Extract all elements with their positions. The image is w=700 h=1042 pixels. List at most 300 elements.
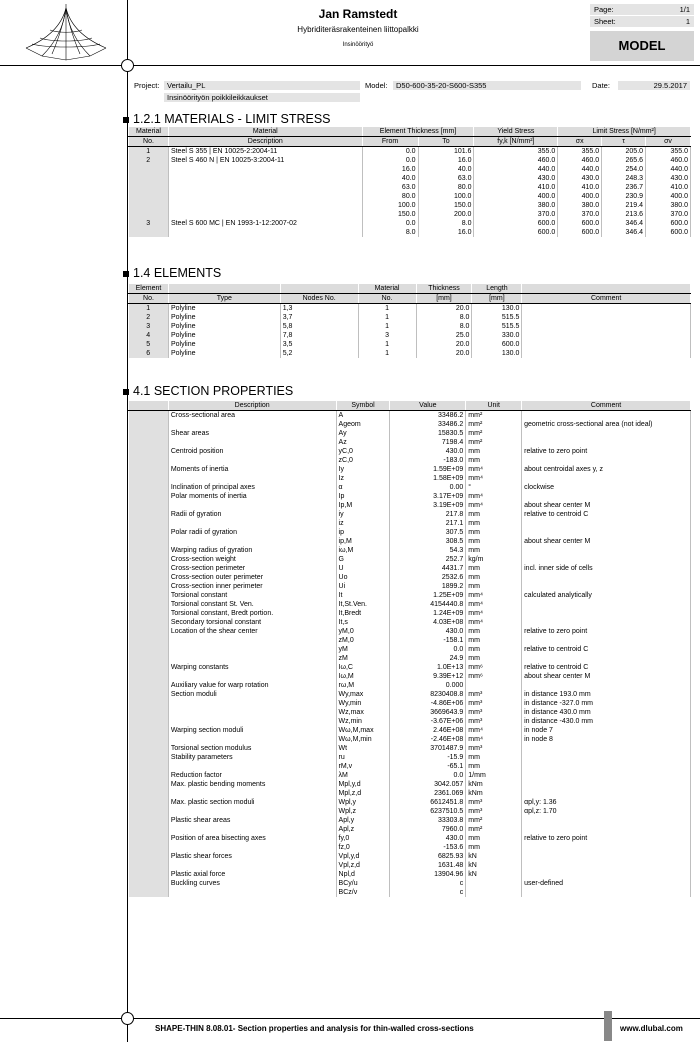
section-property-cell: Vpl,y,d (336, 852, 390, 861)
row-margin-cell (129, 699, 169, 708)
section-property-cell (522, 852, 691, 861)
material-row-cell: 430.0 (474, 174, 558, 183)
row-margin-cell (129, 537, 169, 546)
row-margin-cell (129, 654, 169, 663)
material-row-cell (129, 192, 169, 201)
element-row-cell: Polyline (168, 304, 280, 314)
section-property-cell: Wy,max (336, 690, 390, 699)
section-property-cell (466, 681, 522, 690)
section-property-row (129, 879, 691, 888)
hole-punch-top (121, 59, 134, 72)
section-property-cell: ip (336, 528, 390, 537)
row-margin-cell (129, 609, 169, 618)
material-row-cell: 2 (129, 156, 169, 165)
element-row-cell: 1 (358, 340, 416, 349)
section-property-cell: mm² (466, 429, 522, 438)
section-property-cell: ° (466, 483, 522, 492)
section-property-cell: Secondary torsional constant (168, 618, 336, 627)
section-property-cell: 307.5 (390, 528, 466, 537)
row-margin-cell (129, 708, 169, 717)
section-property-cell: kNm (466, 780, 522, 789)
section-property-cell: mm (466, 753, 522, 762)
section-property-cell: -15.9 (390, 753, 466, 762)
section-property-cell (522, 870, 691, 879)
row-margin-cell (129, 681, 169, 690)
material-row-cell (129, 228, 169, 237)
section-property-row (129, 564, 691, 573)
row-margin-cell (129, 744, 169, 753)
row-margin-cell (129, 582, 169, 591)
row-margin-cell (129, 501, 169, 510)
material-row-cell: 380.0 (558, 201, 602, 210)
section-property-cell: mm⁴ (466, 735, 522, 744)
section-property-cell (522, 681, 691, 690)
material-row-cell: 16.0 (418, 228, 474, 237)
section-property-cell: mm (466, 645, 522, 654)
section-property-cell: BCz/v (336, 888, 390, 897)
section-property-row (129, 861, 691, 870)
section-property-row (129, 654, 691, 663)
section-property-cell: Iy (336, 465, 390, 474)
row-margin-cell (129, 636, 169, 645)
material-row-cell: 410.0 (558, 183, 602, 192)
section-property-cell (168, 888, 336, 897)
material-row-cell: 0.0 (362, 147, 418, 157)
section-property-cell: 54.3 (390, 546, 466, 555)
section-property-row (129, 762, 691, 771)
row-margin-cell (129, 762, 169, 771)
section-property-cell: 1/mm (466, 771, 522, 780)
material-row-cell: 150.0 (362, 210, 418, 219)
section-property-cell (168, 699, 336, 708)
section-property-row (129, 510, 691, 519)
section-property-cell: Ip,M (336, 501, 390, 510)
section-property-cell (168, 645, 336, 654)
element-row-cell: 4 (129, 331, 169, 340)
section-property-cell: kN (466, 861, 522, 870)
section-property-cell (168, 501, 336, 510)
section-property-cell: ru (336, 753, 390, 762)
material-row-cell: 600.0 (646, 228, 691, 237)
section-property-cell: Cross-section weight (168, 555, 336, 564)
section-property-cell: in node 7 (522, 726, 691, 735)
section-property-cell: yM (336, 645, 390, 654)
section-property-cell: Mpl,y,d (336, 780, 390, 789)
section-property-cell: 1.24E+09 (390, 609, 466, 618)
hole-punch-bottom (121, 1012, 134, 1025)
material-row-cell: 101.6 (418, 147, 474, 157)
section-property-cell: -153.6 (390, 843, 466, 852)
elements-table: Element Material Thickness Length No. Type Nodes No. No. [mm] [mm] Comment 1 Polyline 1,3 1 20.0 130.0 2 Polyline 3,7 1 8.0 515.5 3 Polyline 5,8 1 8.0 515.5 4 Polyline 7,8 3 25.0 330.0 5 Polyline 3,5 1 20.0 600.0 6 Polyline 5,2 1 20.0 130.0 (128, 283, 691, 358)
section-property-row (129, 771, 691, 780)
element-row-cell: 515.5 (472, 313, 522, 322)
section-property-cell: 217.1 (390, 519, 466, 528)
section-property-cell: Wy,min (336, 699, 390, 708)
row-margin-cell (129, 528, 169, 537)
material-row-cell: 355.0 (646, 147, 691, 157)
section-property-cell: mm (466, 843, 522, 852)
section-property-row (129, 546, 691, 555)
section-property-row (129, 600, 691, 609)
section-property-cell: c (390, 888, 466, 897)
element-row-cell: 1 (358, 349, 416, 358)
section-property-cell: relative to centroid C (522, 645, 691, 654)
section-property-cell: 252.7 (390, 555, 466, 564)
element-row-cell: 6 (129, 349, 169, 358)
section-property-cell: fz,0 (336, 843, 390, 852)
section-property-row (129, 618, 691, 627)
section-property-row (129, 492, 691, 501)
element-row-cell: 20.0 (416, 340, 472, 349)
row-margin-cell (129, 798, 169, 807)
section-property-row (129, 573, 691, 582)
report-dept: Insinöörityö (342, 42, 374, 48)
material-row-cell: 400.0 (646, 192, 691, 201)
element-row (129, 331, 691, 340)
section-property-cell: relative to centroid C (522, 663, 691, 672)
element-row-cell: 1 (358, 304, 416, 314)
section-property-row (129, 672, 691, 681)
section-property-cell: Warping constants (168, 663, 336, 672)
section-property-cell: Ip (336, 492, 390, 501)
element-row-cell: 25.0 (416, 331, 472, 340)
material-row-cell: 410.0 (646, 183, 691, 192)
section-property-cell: Ay (336, 429, 390, 438)
section-property-row (129, 870, 691, 879)
element-comment-cell (522, 313, 691, 322)
section-property-cell (168, 762, 336, 771)
section-property-cell: It,St.Ven. (336, 600, 390, 609)
row-margin-cell (129, 573, 169, 582)
row-margin-cell (129, 834, 169, 843)
material-row-cell: 460.0 (558, 156, 602, 165)
material-row-cell: 219.4 (602, 201, 646, 210)
material-row-cell: 600.0 (558, 228, 602, 237)
section-property-row (129, 843, 691, 852)
section-property-cell (168, 708, 336, 717)
section-property-cell (522, 861, 691, 870)
material-row-cell: Steel S 460 N | EN 10025-3:2004-11 (168, 156, 362, 165)
material-row-cell: 380.0 (646, 201, 691, 210)
element-row-cell: Polyline (168, 331, 280, 340)
section-property-cell: αpl,y: 1.36 (522, 798, 691, 807)
section-property-cell (168, 456, 336, 465)
material-row-cell: 0.0 (362, 219, 418, 228)
section-property-cell: Iz (336, 474, 390, 483)
section-property-cell: Ageom (336, 420, 390, 429)
section-property-cell: 2361.069 (390, 789, 466, 798)
section-property-cell: Wpl,y (336, 798, 390, 807)
section-property-cell: mm³ (466, 708, 522, 717)
section-property-cell: 3669643.9 (390, 708, 466, 717)
section-property-row (129, 582, 691, 591)
section-property-cell (168, 825, 336, 834)
row-margin-cell (129, 519, 169, 528)
section-property-cell: Npl,d (336, 870, 390, 879)
element-row-cell: Polyline (168, 340, 280, 349)
section-property-cell: -3.67E+06 (390, 717, 466, 726)
material-row-cell: 8.0 (418, 219, 474, 228)
section-property-cell (168, 789, 336, 798)
section-property-cell (522, 771, 691, 780)
section-property-cell: mm² (466, 411, 522, 421)
material-row-cell (168, 174, 362, 183)
material-row-cell: Steel S 355 | EN 10025-2:2004-11 (168, 147, 362, 157)
section-property-cell: mm (466, 546, 522, 555)
material-row (129, 219, 691, 228)
material-row-cell: 460.0 (646, 156, 691, 165)
section-property-row (129, 735, 691, 744)
element-row (129, 322, 691, 331)
section-property-cell: 6612451.8 (390, 798, 466, 807)
material-row-cell: 100.0 (362, 201, 418, 210)
section-property-cell: -183.0 (390, 456, 466, 465)
author-name: Jan Ramstedt (318, 7, 398, 21)
section-property-cell: 33486.2 (390, 420, 466, 429)
material-row-cell: 400.0 (474, 192, 558, 201)
material-row (129, 174, 691, 183)
section-property-cell: mm⁴ (466, 492, 522, 501)
row-margin-cell (129, 483, 169, 492)
section-property-row (129, 690, 691, 699)
section-property-cell: -158.1 (390, 636, 466, 645)
element-row-cell: 7,8 (280, 331, 358, 340)
section-property-cell (168, 420, 336, 429)
material-row-cell: 100.0 (418, 192, 474, 201)
section-property-cell: Torsional constant St. Ven. (168, 600, 336, 609)
section-property-row (129, 519, 691, 528)
material-row-cell: 8.0 (362, 228, 418, 237)
element-row-cell: 3,5 (280, 340, 358, 349)
section-property-cell: 0.0 (390, 771, 466, 780)
material-row-cell (168, 183, 362, 192)
section-property-cell: 6237510.5 (390, 807, 466, 816)
section-property-cell (522, 528, 691, 537)
material-row-cell: 410.0 (474, 183, 558, 192)
section-property-cell: 4154440.8 (390, 600, 466, 609)
section-property-cell: kN (466, 852, 522, 861)
section-property-cell: Torsional section modulus (168, 744, 336, 753)
row-margin-cell (129, 564, 169, 573)
section-property-cell: mm (466, 519, 522, 528)
section-property-cell: mm⁴ (466, 600, 522, 609)
section-property-cell (522, 654, 691, 663)
section-property-cell: 24.9 (390, 654, 466, 663)
row-margin-cell (129, 771, 169, 780)
section-property-row (129, 438, 691, 447)
material-row-cell: 460.0 (474, 156, 558, 165)
section-property-cell (168, 843, 336, 852)
section-property-cell: 33303.8 (390, 816, 466, 825)
row-margin-cell (129, 825, 169, 834)
section-property-cell: Max. plastic section moduli (168, 798, 336, 807)
section-property-cell (168, 438, 336, 447)
material-row (129, 201, 691, 210)
row-margin-cell (129, 456, 169, 465)
section-property-cell (522, 456, 691, 465)
row-margin-cell (129, 645, 169, 654)
section-property-cell: mm⁴ (466, 501, 522, 510)
section-property-cell: iz (336, 519, 390, 528)
section-property-cell: 7960.0 (390, 825, 466, 834)
section-property-cell: calculated analytically (522, 591, 691, 600)
row-margin-cell (129, 411, 169, 421)
section-property-cell: mm (466, 834, 522, 843)
section-property-row (129, 609, 691, 618)
material-row-cell: 440.0 (558, 165, 602, 174)
section-property-cell (168, 735, 336, 744)
row-margin-cell (129, 474, 169, 483)
section-property-cell: It (336, 591, 390, 600)
material-row-cell: 370.0 (474, 210, 558, 219)
material-row-cell: 213.6 (602, 210, 646, 219)
section-property-cell: Cross-sectional area (168, 411, 336, 421)
material-row-cell (168, 201, 362, 210)
row-margin-cell (129, 555, 169, 564)
section-property-row (129, 726, 691, 735)
material-row-cell (168, 210, 362, 219)
section-property-cell: about shear center M (522, 537, 691, 546)
material-row-cell: 3 (129, 219, 169, 228)
section-property-cell: Auxiliary value for warp rotation (168, 681, 336, 690)
row-margin-cell (129, 510, 169, 519)
report-subtitle: Hybriditeräsrakenteinen liittopalkki (297, 25, 419, 34)
material-row-cell (129, 165, 169, 174)
section-property-row (129, 699, 691, 708)
material-row-cell (168, 228, 362, 237)
section-property-cell: -4.86E+06 (390, 699, 466, 708)
material-row-cell: 400.0 (558, 192, 602, 201)
section-property-cell: relative to zero point (522, 447, 691, 456)
section-property-cell (522, 636, 691, 645)
row-margin-cell (129, 420, 169, 429)
section-property-cell: -2.46E+08 (390, 735, 466, 744)
section-property-cell: iω,M (336, 546, 390, 555)
element-row-cell: 20.0 (416, 349, 472, 358)
project-value: Vertailu_PL (164, 81, 360, 90)
element-row-cell: 3,7 (280, 313, 358, 322)
element-row (129, 313, 691, 322)
section-property-cell: mm (466, 537, 522, 546)
section-property-cell: 3.19E+09 (390, 501, 466, 510)
section-property-cell (168, 474, 336, 483)
material-row-cell: 236.7 (602, 183, 646, 192)
element-comment-cell (522, 331, 691, 340)
material-row-cell: 265.6 (602, 156, 646, 165)
section-properties-table: Description Symbol Value Unit Comment Cross-sectional area A 33486.2 mm² Ageom 33486.2 mm² geometric cross-sectional area (not ideal) Shear areas Ay 15830.5 mm² Az 7198.4 mm² Centroid position yC,0 430.0 mm relative to zero point zC,0 -183.0 mm Moments of inertia Iy 1.59E+09 mm⁴ about centroidal axes y, z Iz 1.58E+09 mm⁴ Inclination of principal axes α 0.00 ° clockwise Polar moments of inertia Ip 3.17E+09 mm⁴ Ip,M 3.19E+09 mm⁴ about shear center M Radii of gyration iy 217.8 mm relative to centroid C iz 217.1 mm Polar radii of gyration ip 307.5 mm ip,M 308.5 mm about shear center M Warping radius of gyration iω,M 54.3 mm Cross-section weight G 252.7 kg/m Cross-section perimeter U 4431.7 mm incl. inner side of cells Cross-section outer perimeter Uo 2532.6 mm Cross-section inner perimeter Ui 1899.2 mm Torsional constant It 1.25E+09 mm⁴ calculated analytically Torsional constant St. Ven. It,St.Ven. 4154440.8 mm⁴ Torsional constant, Bredt portion. It,Bredt 1.24E+09 mm⁴ Secondary torsional constant It,s 4.03E+08 mm⁴ Location of the shear center yM,0 430.0 mm relative to zero point zM,0 -158.1 mm yM 0.0 mm relative to centroid C zM 24.9 mm Warping constants Iω,C 1.0E+13 mm⁶ relative to centroid C Iω,M 9.39E+12 mm⁶ about shear center M Auxiliary value for warp rotation rω,M 0.000 Section moduli Wy,max 8230408.8 mm³ in distance 193.0 mm Wy,min -4.86E+06 mm³ in distance -327.0 mm Wz,max 3669643.9 mm³ in distance 430.0 mm Wz,min -3.67E+06 mm³ in distance -430.0 mm Warping section moduli Wω,M,max 2.46E+08 mm⁴ in node 7 Wω,M,min -2.46E+08 mm⁴ in node 8 Torsional section modulus Wt 3701487.9 mm³ Stability parameters ru -15.9 mm rM,v -65.1 mm Reduction factor λM 0.0 1/mm Max. plastic bending moments Mpl,y,d 3042.057 kNm Mpl,z,d 2361.069 kNm Max. plastic section moduli Wpl,y 6612451.8 mm³ αpl,y: 1.36 Wpl,z 6237510.5 mm³ αpl,z: 1.70 Plastic shear areas Apl,y 33303.8 mm² Apl,z 7960.0 mm² Position of area bisecting axes fy,0 430.0 mm relative to zero point fz,0 -153.6 mm Plastic shear forces Vpl,y,d 6825.93 kN Vpl,z,d 1631.48 kN Plastic axial force Npl,d 13904.96 kN Buckling curves BCy/u c user-defined BCz/v c (128, 400, 691, 897)
row-margin-cell (129, 735, 169, 744)
section-property-cell: λM (336, 771, 390, 780)
material-row-cell: 63.0 (362, 183, 418, 192)
section-property-cell: 7198.4 (390, 438, 466, 447)
section-property-row (129, 753, 691, 762)
section-property-cell: Iω,M (336, 672, 390, 681)
section-property-cell: mm⁴ (466, 618, 522, 627)
material-row-cell: 16.0 (362, 165, 418, 174)
row-margin-cell (129, 663, 169, 672)
section-property-cell (522, 582, 691, 591)
section-property-cell: mm (466, 762, 522, 771)
element-row-cell: 600.0 (472, 340, 522, 349)
element-row-cell: 330.0 (472, 331, 522, 340)
section-property-cell: Plastic axial force (168, 870, 336, 879)
element-row-cell: 1 (358, 322, 416, 331)
section-property-cell: about shear center M (522, 672, 691, 681)
section-property-row (129, 744, 691, 753)
material-row-cell: 150.0 (418, 201, 474, 210)
section-property-cell: Torsional constant (168, 591, 336, 600)
element-row-cell: 8.0 (416, 313, 472, 322)
section-property-cell: 1.59E+09 (390, 465, 466, 474)
section-property-row (129, 420, 691, 429)
section-property-cell: U (336, 564, 390, 573)
material-row-cell: 355.0 (474, 147, 558, 157)
section-property-cell (522, 411, 691, 421)
model-label: Model: (365, 81, 388, 90)
section-property-row (129, 429, 691, 438)
section-property-row (129, 474, 691, 483)
page-info-box (590, 4, 694, 28)
element-row-cell: 2 (129, 313, 169, 322)
section-property-cell: αpl,z: 1.70 (522, 807, 691, 816)
section-property-cell: Wpl,z (336, 807, 390, 816)
section-property-cell: Wω,M,min (336, 735, 390, 744)
section-property-cell: 0.00 (390, 483, 466, 492)
section-property-cell (522, 519, 691, 528)
section-property-row (129, 528, 691, 537)
row-margin-cell (129, 852, 169, 861)
material-row-cell: 63.0 (418, 174, 474, 183)
section-property-row (129, 636, 691, 645)
row-margin-cell (129, 789, 169, 798)
material-row-cell (129, 201, 169, 210)
section-property-cell (168, 537, 336, 546)
section-property-cell (466, 879, 522, 888)
section-property-cell (168, 519, 336, 528)
section-property-cell: relative to zero point (522, 627, 691, 636)
section-property-cell: fy,0 (336, 834, 390, 843)
section-property-cell: mm² (466, 438, 522, 447)
section-property-cell: Warping radius of gyration (168, 546, 336, 555)
material-row-cell (129, 210, 169, 219)
section-property-cell: mm (466, 447, 522, 456)
section-property-cell: 3042.057 (390, 780, 466, 789)
section-property-cell: 13904.96 (390, 870, 466, 879)
section-property-cell: 3.17E+09 (390, 492, 466, 501)
section-property-cell: G (336, 555, 390, 564)
section-property-cell: iy (336, 510, 390, 519)
section-property-cell: 430.0 (390, 834, 466, 843)
material-row-cell: 254.0 (602, 165, 646, 174)
element-row-cell: 130.0 (472, 304, 522, 314)
material-row-cell: 200.0 (418, 210, 474, 219)
section-property-row (129, 483, 691, 492)
section-property-cell: 1.58E+09 (390, 474, 466, 483)
row-margin-cell (129, 816, 169, 825)
section-property-cell: mm³ (466, 699, 522, 708)
section-property-row (129, 627, 691, 636)
section-property-cell: in node 8 (522, 735, 691, 744)
section-property-cell: ip,M (336, 537, 390, 546)
material-row-cell: 430.0 (558, 174, 602, 183)
section-property-cell: Ui (336, 582, 390, 591)
material-row-cell: 230.9 (602, 192, 646, 201)
section-property-cell: zM (336, 654, 390, 663)
material-row-cell: 600.0 (474, 228, 558, 237)
section-property-cell: in distance -430.0 mm (522, 717, 691, 726)
section-property-cell: Cross-section outer perimeter (168, 573, 336, 582)
section-property-cell (522, 609, 691, 618)
